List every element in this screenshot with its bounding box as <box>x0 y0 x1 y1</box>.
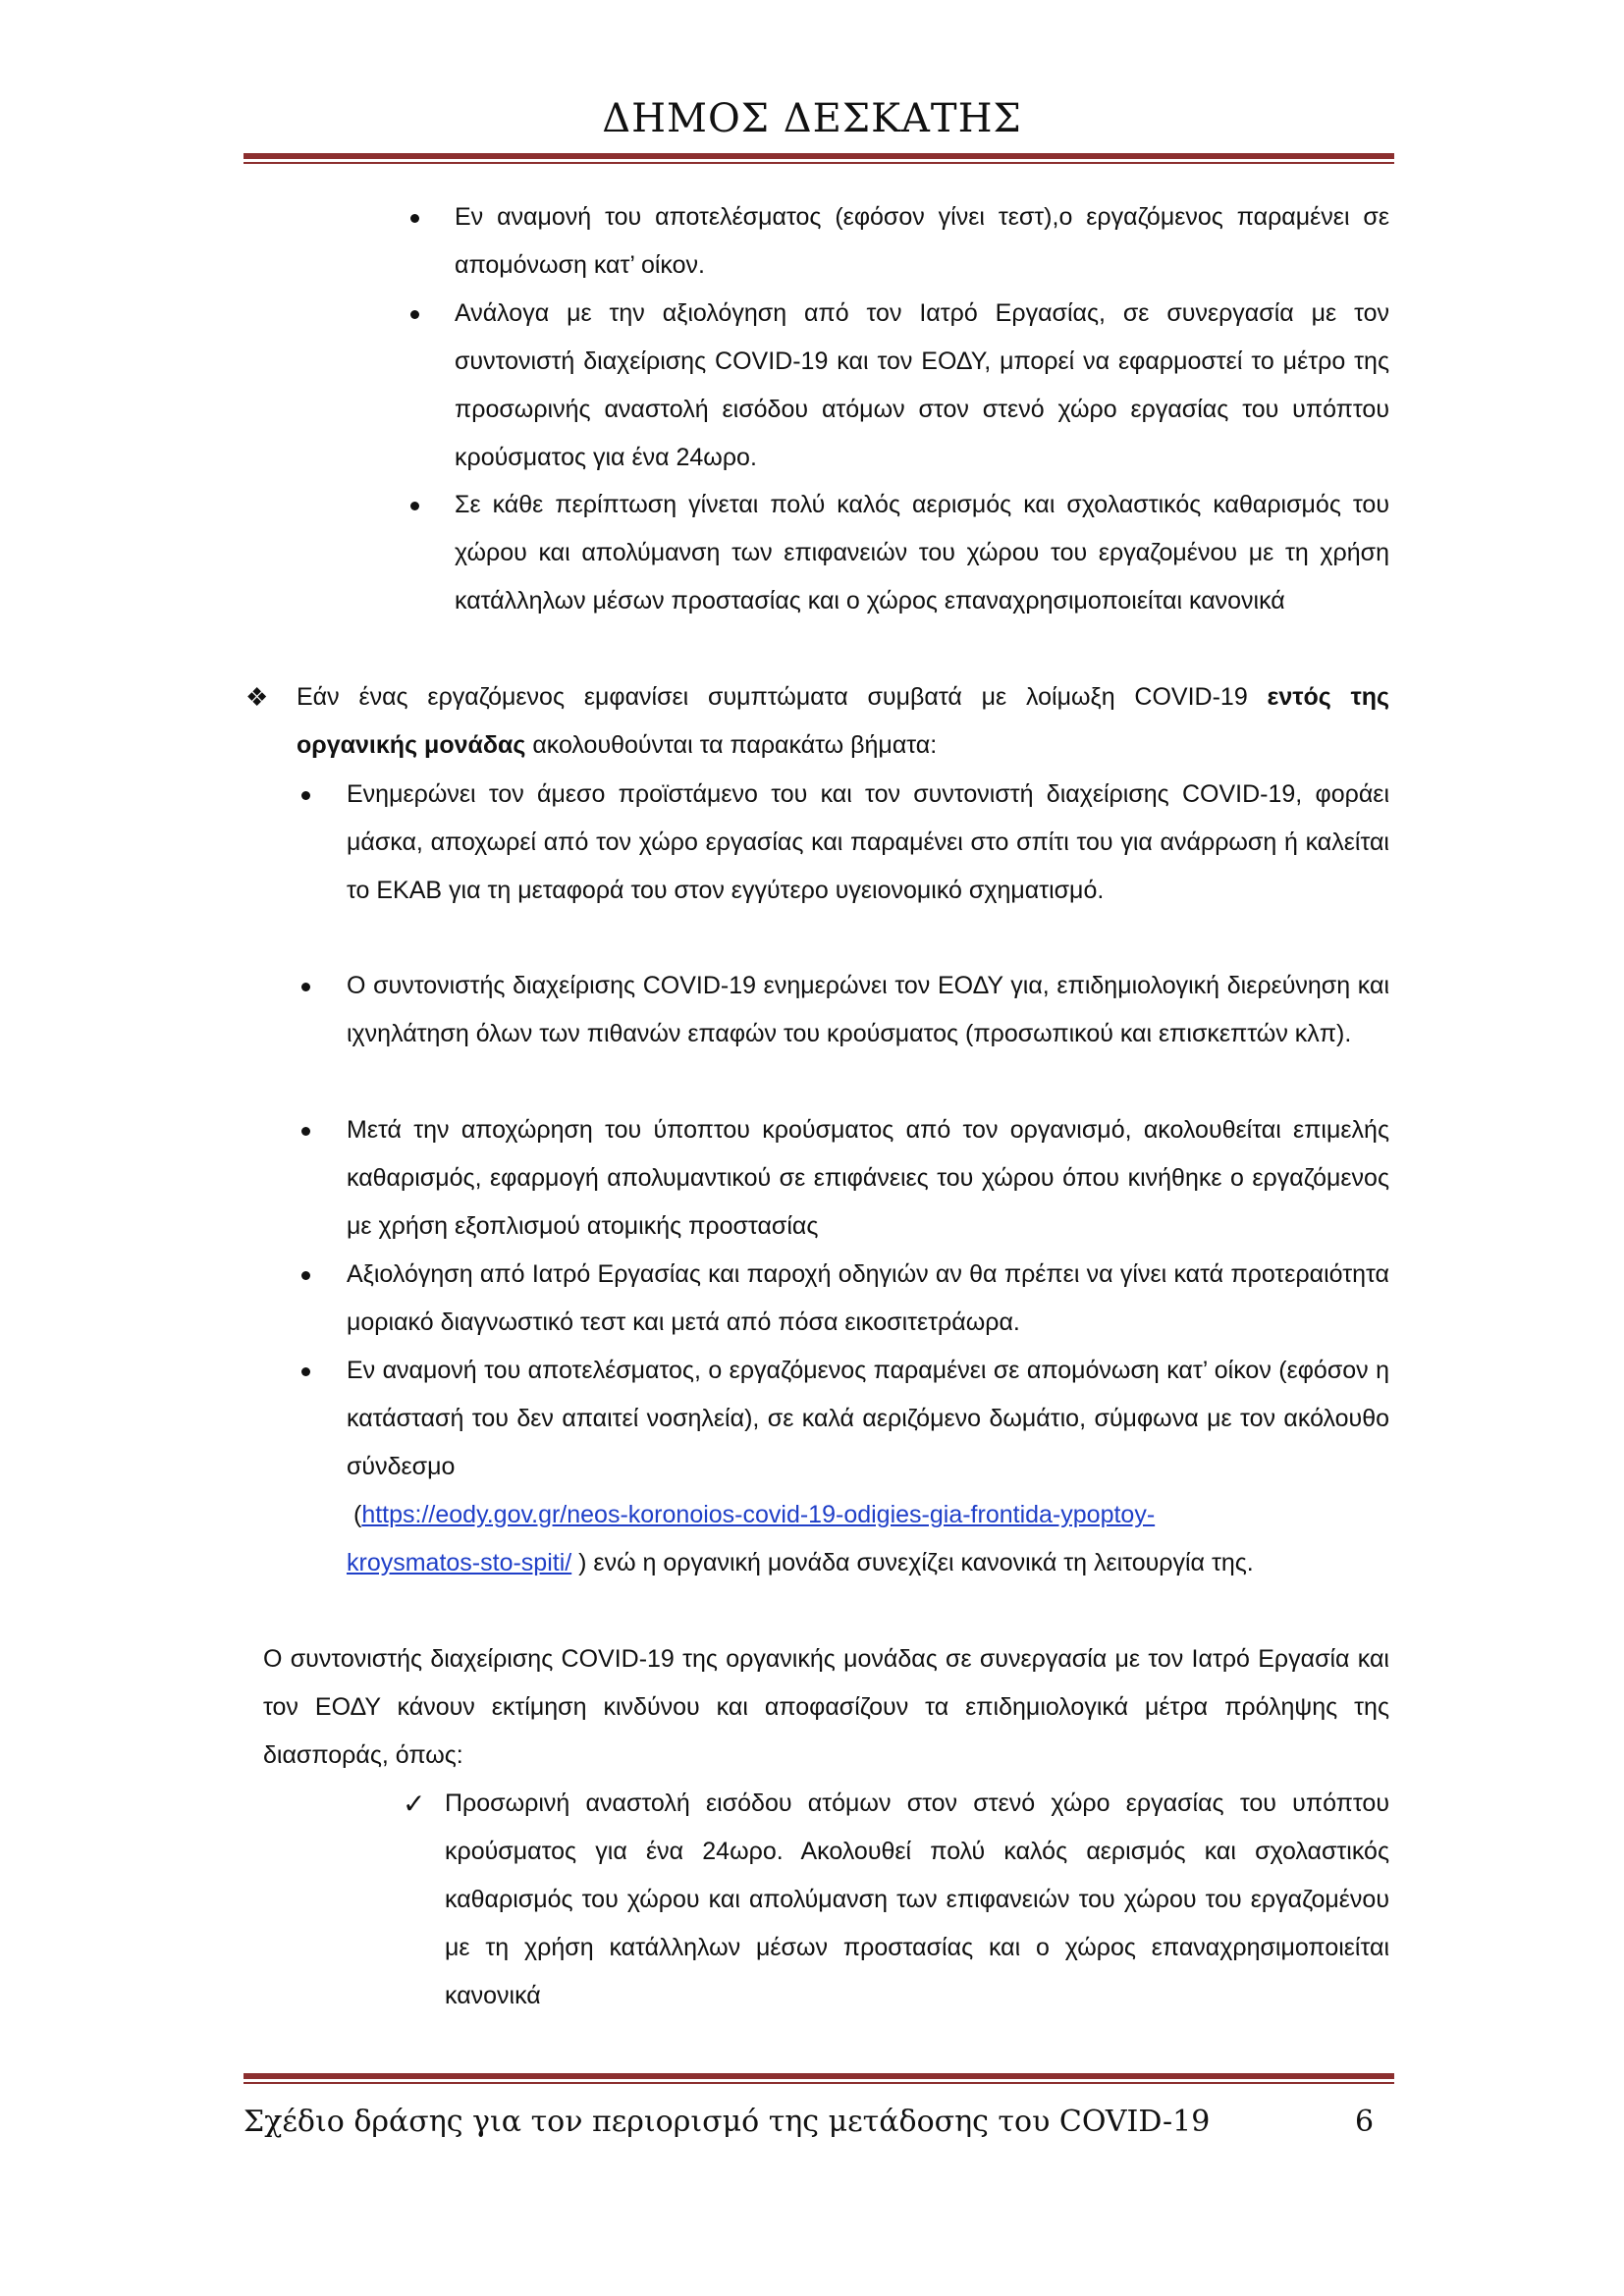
bullet-dot <box>301 791 310 800</box>
link-line-1 <box>353 1491 1394 1539</box>
step-item: Ο συντονιστής διαχείρισης COVID-19 ενημερώνει τον ΕΟΔΥ για, επιδημιολογική διερεύνηση και ιχνηλάτηση όλων των πιθανών επαφών του κρούσματος (προσωπικού και επισκεπτών κλπ). <box>347 972 1389 1047</box>
section-lead-text: Εάν ένας εργαζόμενος εμφανίσει συμπτώματα συμβατά με λοίμωξη COVID-19 <box>297 683 1268 711</box>
bullet-dot <box>301 983 310 991</box>
sub-bullet-item: Ανάλογα με την αξιολόγηση από τον Ιατρό Εργασίας, σε συνεργασία με τον συντονιστή διαχείρισης COVID-19 και τον ΕΟΔΥ, μπορεί να εφαρμοστεί το μέτρο της προσωρινής αναστολή εισόδου ατόμων στον στενό χώρο εργασίας του υπόπτου κρούσματος για ένα 24ωρο. <box>455 299 1389 471</box>
coordinator-paragraph: Ο συντονιστής διαχείρισης COVID-19 της οργανικής μονάδας σε συνεργασία με τον Ιατρό Εργασία και τον ΕΟΔΥ κάνουν εκτίμηση κινδύνου και αποφασίζουν τα επιδημιολογικά μέτρα πρόληψης της διασποράς, όπως: <box>263 1645 1389 1769</box>
step-item: Αξιολόγηση από Ιατρό Εργασίας και παροχή οδηγιών αν θα πρέπει να γίνει κατά προτεραιότητα μοριακό διαγνωστικό τεστ και μετά από πόσα εικοσιτετράωρα. <box>347 1260 1389 1336</box>
bullet-dot <box>410 502 419 510</box>
link-open-paren: ( <box>353 1501 362 1528</box>
step-item: Εν αναμονή του αποτελέσματος, ο εργαζόμενος παραμένει σε απομόνωση κατ’ οίκον (εφόσον η κατάστασή του δεν απαιτεί νοσηλεία), σε καλά αεριζόμενο δωμάτιο, σύμφωνα με τον ακόλουθο σύνδεσμο <box>347 1357 1389 1480</box>
step-item: Μετά την αποχώρηση του ύποπτου κρούσματος από τον οργανισμό, ακολουθείται επιμελής καθαρισμός, εφαρμογή απολυμαντικού σε επιφάνειες του χώρου όπου κινήθηκε ο εργαζόμενος με χρήση εξοπλισμού ατομικής προστασίας <box>347 1116 1389 1240</box>
checkmark-icon: ✓ <box>403 1789 426 1819</box>
bullet-dot <box>301 1271 310 1280</box>
check-item: Προσωρινή αναστολή εισόδου ατόμων στον στενό χώρο εργασίας του υπόπτου κρούσματος για ένα 24ωρο. Ακολουθεί πολύ καλός αερισμός και σχολαστικός καθαρισμός του χώρου και απολύμανση των επιφανειών του χώρου του εργαζομένου με τη χρήση κατάλληλων μέσων προστασίας και ο χώρος επαναχρησιμοποιείται κανονικά <box>445 1789 1389 2009</box>
diamond-bullet-icon: ❖ <box>245 682 269 712</box>
section-lead-tail: ακολουθούνται τα παρακάτω βήματα: <box>525 731 938 759</box>
sub-bullet-item: Εν αναμονή του αποτελέσματος (εφόσον γίνει τεστ),ο εργαζόμενος παραμένει σε απομόνωση κατ’ οίκον. <box>455 203 1389 279</box>
header-rule <box>244 153 1394 164</box>
eody-link[interactable]: https://eody.gov.gr/neos-koronoios-covid-19-odigies-gia-frontida-ypoptoy- <box>361 1501 1156 1528</box>
bullet-dot <box>301 1127 310 1136</box>
page-number: 6 <box>1355 2105 1375 2139</box>
sub-bullet-item: Σε κάθε περίπτωση γίνεται πολύ καλός αερισμός και σχολαστικός καθαρισμός του χώρου και απολύμανση των επιφανειών του χώρου του εργαζομένου με τη χρήση κατάλληλων μέσων προστασίας και ο χώρος επαναχρησιμοποιείται κανονικά <box>455 491 1389 614</box>
section-lead <box>297 673 1389 770</box>
footer-title: Σχέδιο δράσης για τον περιορισμό της μετάδοσης του COVID-19 <box>244 2105 1211 2139</box>
footer-rule <box>244 2073 1394 2084</box>
section-lead-bold: εντός της οργανικής μονάδας <box>297 683 1389 759</box>
link-after-text: ) ενώ η οργανική μονάδα συνεχίζει κανονικά τη λειτουργία της. <box>571 1549 1254 1576</box>
eody-link-continued[interactable]: kroysmatos-sto-spiti/ <box>347 1549 572 1576</box>
bullet-dot <box>410 310 419 319</box>
step-item: Ενημερώνει τον άμεσο προϊστάμενο του και τον συντονιστή διαχείρισης COVID-19, φοράει μάσκα, αποχωρεί από τον χώρο εργασίας και παραμένει στο σπίτι του για ανάρρωση ή καλείται το ΕΚΑΒ για τη μεταφορά του στον εγγύτερο υγειονομικό σχηματισμό. <box>347 780 1389 904</box>
document-header-title: ΔΗΜΟΣ ΔΕΣΚΑΤΗΣ <box>602 96 1022 141</box>
bullet-dot <box>410 214 419 223</box>
bullet-dot <box>301 1367 310 1376</box>
link-line-2 <box>347 1539 1394 1587</box>
